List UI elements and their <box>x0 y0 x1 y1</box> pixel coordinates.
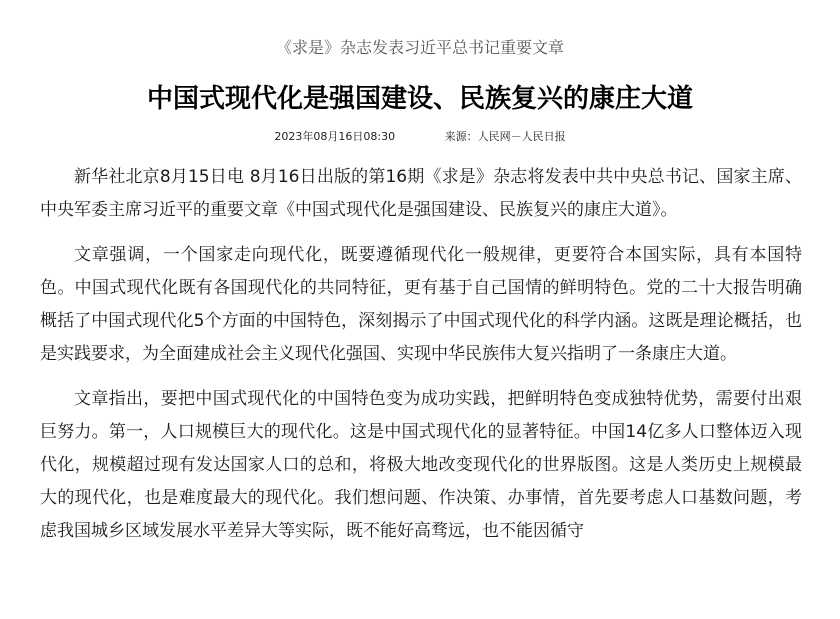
paragraph: 新华社北京8月15日电 8月16日出版的第16期《求是》杂志将发表中共中央总书记、国家主席、中央军委主席习近平的重要文章《中国式现代化是强国建设、民族复兴的康庄大道》。 <box>40 167 802 220</box>
article-title: 中国式现代化是强国建设、民族复兴的康庄大道 <box>146 84 693 114</box>
article-body <box>40 161 802 560</box>
article-supertitle: 《求是》杂志发表习近平总书记重要文章 <box>275 38 564 57</box>
article-source: 来源：人民网－人民日报 <box>444 130 566 143</box>
paragraph: 文章强调，一个国家走向现代化，既要遵循现代化一般规律，更要符合本国实际，具有本国特色。中国式现代化既有各国现代化的共同特征，更有基于自己国情的鲜明特色。党的二十大报告明确概括了中国式现代化5个方面的中国特色，深刻揭示了中国式现代化的科学内涵。这既是理论概括，也是实践要求，为全面建成社会主义现代化强国、实现中华民族伟大复兴指明了一条康庄大道。 <box>40 245 802 364</box>
paragraph: 文章指出，要把中国式现代化的中国特色变为成功实践，把鲜明特色变成独特优势，需要付出艰巨努力。第一，人口规模巨大的现代化。这是中国式现代化的显著特征。中国14亿多人口整体迈入现代化，规模超过现有发达国家人口的总和，将极大地改变现代化的世界版图。这是人类历史上规模最大的现代化，也是难度最大的现代化。我们想问题、作决策、办事情，首先要考虑人口基数问题，考虑我国城乡区域发展水平差异大等实际，既不能好高骛远，也不能因循守 <box>40 389 802 541</box>
article-meta <box>0 128 840 146</box>
publish-date: 2023年08月16日08:30 <box>274 130 396 143</box>
